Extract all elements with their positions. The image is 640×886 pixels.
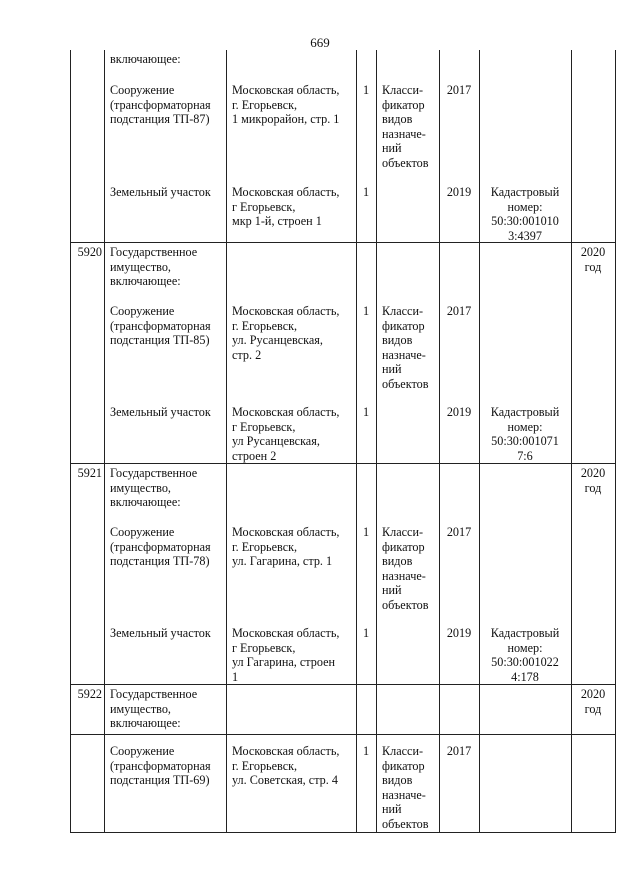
column-divider — [376, 50, 377, 832]
item-name: Земельный участок — [110, 405, 211, 419]
item-classifier: Класси- фикатор видов назначе- ний объектов — [382, 83, 429, 170]
item-name: Земельный участок — [110, 626, 211, 640]
item-address: Московская область, г Егорьевск, ул Русанцевская, строен 2 — [232, 405, 340, 463]
item-year: 2017 — [446, 525, 472, 539]
item-term: 2020 год — [580, 687, 606, 716]
item-name: Государственное имущество, включающее: — [110, 245, 198, 289]
item-classifier: Класси- фикатор видов назначе- ний объектов — [382, 744, 429, 831]
item-quantity: 1 — [362, 83, 370, 97]
column-divider — [439, 50, 440, 832]
item-year: 2019 — [446, 405, 472, 419]
item-name: Государственное имущество, включающее: — [110, 466, 198, 510]
page-number: 669 — [310, 35, 330, 50]
item-name: включающее: — [110, 52, 181, 66]
item-term: 2020 год — [580, 245, 606, 274]
item-quantity: 1 — [362, 185, 370, 199]
item-name: Сооружение (трансформаторная подстанция ТП-87) — [110, 83, 211, 127]
item-number: 5921 — [77, 466, 102, 480]
item-number: 5920 — [77, 245, 102, 259]
row-divider — [71, 734, 615, 735]
item-year: 2017 — [446, 83, 472, 97]
item-classifier: Класси- фикатор видов назначе- ний объектов — [382, 525, 429, 612]
item-address: Московская область, г Егорьевск, ул Гагарина, строен 1 — [232, 626, 340, 684]
item-note: Кадастровый номер: 50:30:001071 7:6 — [490, 405, 560, 463]
item-address: Московская область, г. Егорьевск, 1 микрорайон, стр. 1 — [232, 83, 340, 127]
item-term: 2020 год — [580, 466, 606, 495]
column-divider — [226, 50, 227, 832]
item-note: Кадастровый номер: 50:30:001022 4:178 — [490, 626, 560, 684]
item-quantity: 1 — [362, 626, 370, 640]
item-quantity: 1 — [362, 744, 370, 758]
item-name: Земельный участок — [110, 185, 211, 199]
item-quantity: 1 — [362, 304, 370, 318]
item-note: Кадастровый номер: 50:30:001010 3:4397 — [490, 185, 560, 243]
item-address: Московская область, г Егорьевск, мкр 1-й, строен 1 — [232, 185, 340, 229]
column-divider — [104, 50, 105, 832]
item-quantity: 1 — [362, 525, 370, 539]
column-divider — [356, 50, 357, 832]
item-number: 5922 — [77, 687, 102, 701]
item-address: Московская область, г. Егорьевск, ул. Русанцевская, стр. 2 — [232, 304, 340, 362]
item-year: 2017 — [446, 304, 472, 318]
item-name: Сооружение (трансформаторная подстанция ТП-78) — [110, 525, 211, 569]
item-year: 2019 — [446, 626, 472, 640]
item-address: Московская область, г. Егорьевск, ул. Советская, стр. 4 — [232, 744, 340, 788]
item-name: Сооружение (трансформаторная подстанция ТП-69) — [110, 744, 211, 788]
item-quantity: 1 — [362, 405, 370, 419]
item-name: Сооружение (трансформаторная подстанция ТП-85) — [110, 304, 211, 348]
item-year: 2019 — [446, 185, 472, 199]
item-year: 2017 — [446, 744, 472, 758]
item-name: Государственное имущество, включающее: — [110, 687, 198, 731]
item-address: Московская область, г. Егорьевск, ул. Гагарина, стр. 1 — [232, 525, 340, 569]
item-classifier: Класси- фикатор видов назначе- ний объектов — [382, 304, 429, 391]
registry-table — [70, 50, 616, 833]
